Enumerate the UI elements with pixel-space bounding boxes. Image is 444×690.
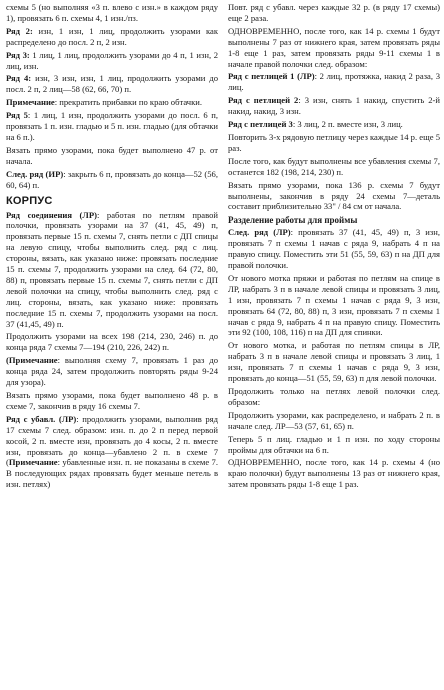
section-title: Разделение работы для проймы	[228, 215, 358, 226]
note-text: : убавленные изн. п. не показаны в схеме 7. В последующих рядах провязать будет меньше петель в изн. петлях)	[6, 457, 218, 490]
row-text: : провязать 37 (41, 45, 49) п, 3 изн, провязать 7 п схемы 1 начав с ряда 9, набрать 4 п на правую спицу. Поместить эти 51 (55, 59, 63) п на ДП для правой полочки.	[228, 227, 440, 271]
row-text: 1 лиц, 1 лиц, продолжить узорами до 4 п, 1 изн, 2 лиц, изн.	[6, 49, 218, 71]
paragraph	[6, 26, 218, 48]
paragraph: Повт. ряд с убавл. через каждые 32 р. (в ряду 17 схемы) еще 2 раза.	[228, 2, 440, 23]
row-text: : работая по петлям правой полочки, провязать узорами на 37 (41, 45, 49) п, провязать первые 15 п. схемы 7, снять петли с ДП спицы на левую спицу, чтобы выполнить след. ряд с лиц. стороны, вязать, как указано ниже: провязать последние 15 п. схемы 7, продолжить узорами на след. 64 (72, 80, 88) п, провязать первые 15 п. схемы 7, снять петли с ДП левой полочки на спицу, чтобы выполнить след. ряд с лиц. стороны, вязать, как указано ниже: провязать последние 15 п. схемы 7, продолжить узорами на посл. 37 (41,45, 49) п.	[6, 209, 218, 329]
row-label: Ряд 3:	[6, 49, 30, 60]
paragraph	[228, 119, 440, 130]
paragraph: Продолжить узорами, как распределено, и набрать 2 п. в начале след. ЛР—53 (57, 61, 65) п.	[228, 409, 440, 431]
row-text: изн, 3 изн, изн, 1 лиц, продолжить узорами до посл. 2 п, 2 лиц—58 (62, 66, 70) п.	[6, 73, 218, 95]
paragraph: Теперь 5 п лиц. гладью и 1 п изн. по ходу стороны проймы для обтачки на 6 п.	[228, 433, 440, 455]
paragraph	[6, 210, 218, 330]
paragraph: Вязать прямо узорами, пока 136 р. схемы 7 будут выполнены, закончив в ряду 24 схемы 7—деталь составит приблизительно 33" / 84 см от начала.	[228, 179, 440, 212]
paragraph: Вязать прямо узорами, пока будет выполнено 48 р. в схеме 7, закончив в ряду 16 схемы 7.	[6, 390, 218, 411]
right-column	[228, 2, 440, 690]
row-label: Ряд 5	[6, 110, 28, 121]
left-column	[6, 2, 218, 690]
paragraph: От нового мотка пряжи и работая по петлям на спице в ЛР, набрать 3 п в начале левой спицы и провязать 3 лиц, 1 изн, провязать 7 п схемы 1 начав с ряда 9, 3 изн, провязать 64 (72, 80, 88) п, 3 изн, провязать 7 п схемы 1 начав с ряда 9, набрать 4 п на правую спицу. Поместить эти 92 (100, 108, 116) п на ДП для спинки.	[228, 272, 440, 338]
paragraph	[6, 169, 218, 191]
row-text: : продолжить узорами, выполнив ряд 17 схемы 7 след. образом: изн. п. до 2 п перед первой косой, 2 п. вместе изн, провязать до 4 косы, 2 п. вместе изн, провязать до конца—убавлено 2 п. в схеме 7 (	[6, 413, 218, 468]
row-label: Ряд с петлицей 3	[228, 119, 293, 130]
paragraph: После того, как будут выполнены все убавления схемы 7, останется 182 (198, 214, 230) п.	[228, 155, 440, 177]
row-label: След. ряд (ИР)	[6, 168, 64, 179]
note	[6, 355, 218, 388]
row-label: Ряд 4:	[6, 73, 32, 84]
row-text: : 3 лиц, 2 п. вместе изн, 3 лиц.	[292, 119, 403, 130]
row-text: : закрыть 6 п, провязать до конца—52 (56, 60, 64) п.	[6, 168, 218, 190]
paragraph: схемы 5 (но выполняя «3 п. влево с изн.» в каждом ряду 1), провязать 6 п. схемы 4, 1 изн./пз.	[6, 2, 218, 23]
row-text: изн, 1 изн, 1 лиц, продолжить узорами как распределено до посл. 2 п, 2 изн.	[6, 25, 218, 47]
paragraph: ОДНОВРЕМЕННО, после того, как 14 р. схемы 4 (но крaю полочки) будут выполнены 13 раз от нижнего края, затем провязать ряды 1-8 еще 1 раз.	[228, 457, 440, 490]
paragraph: От нового мотка, и работая по петлям спицы в ЛР, набрать 3 п в начале левой спицы и провязать 3 лиц, 1 изн, провязать 7 п схемы 1 начав с ряда 9, 3 изн, провязать до конца—51 (55, 59, 63) п для левой полочки.	[228, 340, 440, 384]
row-label: Ряд соединения (ЛР)	[6, 209, 97, 220]
note-label: Примечание	[6, 97, 55, 108]
paragraph	[6, 110, 218, 143]
note-label: (Примечание	[6, 355, 58, 366]
paragraph: Продолжить узорами на всех 198 (214, 230, 246) п. до конца ряда 7 схемы 7—194 (210, 226, 242) п.	[6, 331, 218, 353]
paragraph	[6, 50, 218, 72]
note-text: : прекратить прибавки по краю обтачки.	[54, 97, 203, 108]
row-label: Ряд с петлицей 1 (ЛР)	[228, 71, 315, 82]
paragraph	[228, 71, 440, 93]
row-text: : 2 лиц, протяжка, накид 2 раза, 3 лиц.	[228, 71, 440, 93]
note-label: Примечание	[8, 457, 58, 468]
row-label: След. ряд (ЛР)	[228, 227, 291, 238]
paragraph: ОДНОВРЕМЕННО, после того, как 14 р. схемы 1 будут выполнены 7 раз от нижнего края, затем провязать ряды 1-8 еще 1 раз, затем провязать ряды 9-11 схемы 1 в начале правой полочки след. образом:	[228, 25, 440, 69]
paragraph	[228, 227, 440, 271]
note	[6, 97, 218, 108]
paragraph: Вязать прямо узорами, пока будет выполнено 47 р. от начала.	[6, 144, 218, 166]
paragraph	[6, 73, 218, 95]
paragraph	[6, 414, 218, 490]
paragraph: Продолжить только на петлях левой полочки след. образом:	[228, 386, 440, 407]
row-text: : 1 лиц, 1 изн, продолжить узорами до посл. 6 п, провязать 1 п. изн. гладью и 5 п. изн. гладью (для обтачки на 6 п.).	[6, 110, 218, 142]
row-label: Ряд с петлицей 2	[228, 95, 299, 106]
row-text: : 3 изн, снять 1 накид, спустить 2-й накид, накид, 3 изн.	[228, 95, 440, 117]
paragraph: Повторить 3-х рядовую петлицу через каждые 14 р. еще 5 раз.	[228, 131, 440, 153]
note-text: : выполняя схему 7, провязать 1 раз до конца ряда 24, затем продолжить повторять ряды 9-24 для узора).	[6, 355, 218, 388]
row-label: Ряд 2:	[6, 25, 33, 36]
paragraph	[228, 95, 440, 117]
row-label: Ряд с убавл. (ЛР)	[6, 413, 77, 424]
section-title: КОРПУС	[6, 194, 53, 207]
